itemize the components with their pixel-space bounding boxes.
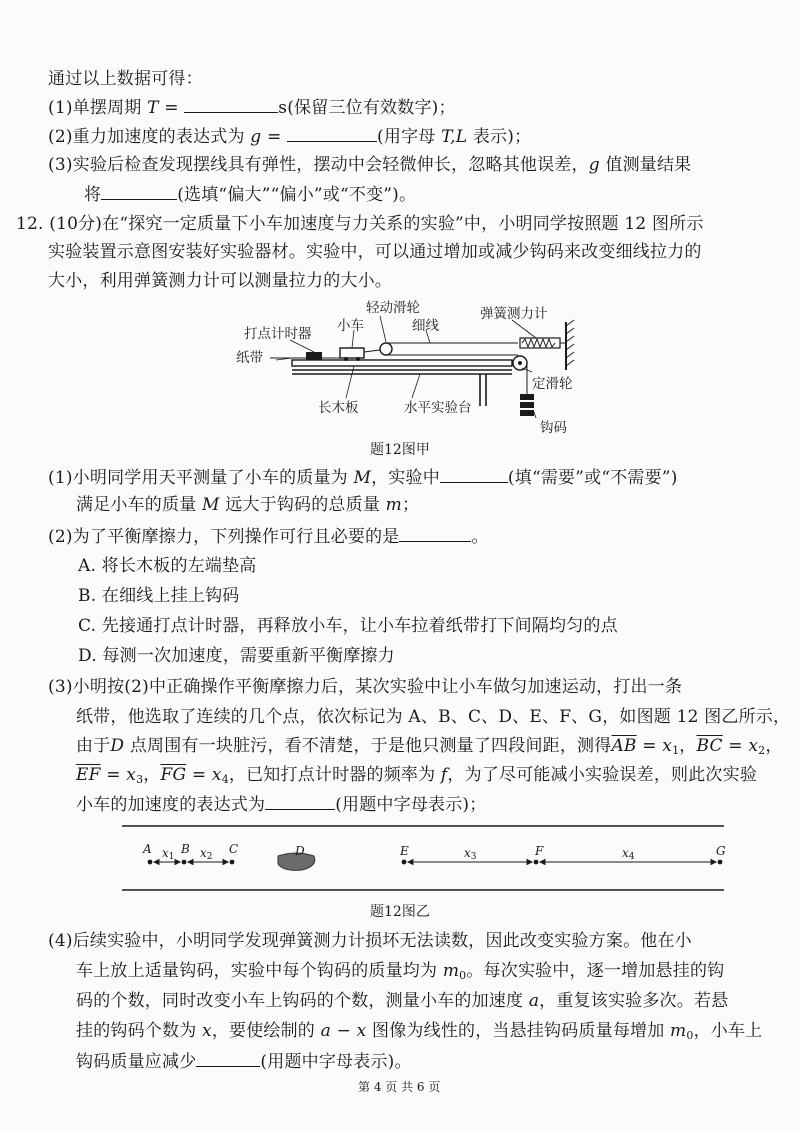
q3-text-d: (选填“偏大”“偏小”或“不变”)。: [177, 185, 417, 205]
s3-seg-BC: $\overline{BC}$: [696, 736, 723, 756]
seg-label-x2: [200, 846, 213, 864]
s3-comma-3: ，: [143, 765, 161, 785]
s3-eq-4: =: [186, 765, 212, 785]
point-label-G: G: [716, 844, 726, 858]
s4-text-l3b: ，重复该实验多次。若悬: [539, 991, 729, 1011]
s4-text-l4d: ，小车上: [693, 1021, 763, 1041]
label-spring-scale: 弹簧测力计: [480, 306, 548, 322]
label-tape: 纸带: [236, 350, 263, 366]
s4-line2: [76, 960, 724, 987]
s3-sub-3: 3: [136, 773, 144, 786]
s2-text: (2)为了平衡摩擦力，下列操作可行且必要的是: [48, 527, 400, 547]
dot-B: [182, 860, 187, 865]
s4-sub-0-2: 0: [686, 1029, 694, 1042]
s1-var-M: M: [353, 468, 372, 488]
s4-var-x2: x: [356, 1021, 367, 1041]
cart-body: [340, 348, 364, 358]
s2-line: [48, 525, 489, 548]
seg-x2-var: x: [200, 846, 207, 860]
seg-x4-sub: 4: [628, 852, 635, 862]
s1-text-b: ，实验中: [371, 468, 440, 488]
s1-text-a: (1)小明同学用天平测量了小车的质量为: [48, 468, 354, 488]
s4-text-l4a: 挂的钩码个数为: [76, 1021, 203, 1041]
point-label-F: F: [535, 844, 544, 858]
q11-part3-line2: [84, 183, 416, 206]
point-label-C: C: [229, 842, 239, 856]
s3-line3: [76, 735, 783, 762]
q3-text-c: 将: [84, 185, 102, 205]
q2-eq: =: [261, 127, 288, 147]
point-label-B: B: [181, 842, 190, 856]
q12-text-1: 12. (10分)在“探究一定质量下小车加速度与力关系的实验”中，小明同学按照题 12 图所示: [16, 214, 704, 234]
s4-text-l5a: 钩码质量应减少: [76, 1052, 197, 1072]
point-label-A: A: [143, 842, 152, 856]
dot-E: [402, 860, 407, 865]
s4-var-a2: a: [320, 1021, 331, 1041]
option-d: D. 每测一次加速度，需要重新平衡摩擦力: [78, 646, 395, 666]
s4-line4: [76, 1020, 762, 1047]
s3-var-f: f: [440, 765, 448, 785]
label-fixed-pulley: 定滑轮: [532, 376, 573, 392]
q12-line2: [48, 241, 702, 263]
s3-sub-2: 2: [758, 744, 766, 757]
seg-label-x4: [622, 846, 635, 864]
q11-part2-line: [48, 125, 531, 148]
option-c: C. 先接通打点计时器，再释放小车，让小车拉着纸带打下间隔均匀的点: [78, 616, 618, 636]
s4-var-m0: m: [442, 961, 460, 981]
s3-text-l5b: (用题中字母表示)；: [335, 795, 487, 815]
spring-coil: [522, 339, 555, 347]
s1-var-m: m: [385, 495, 402, 515]
point-label-E: E: [400, 844, 409, 858]
q2-var-g: g: [250, 127, 262, 147]
label-weights: 钩码: [540, 420, 567, 436]
seg-x4-var: x: [622, 846, 629, 860]
label-timer: 打点计时器: [244, 326, 312, 342]
s3-comma-2: ，: [765, 736, 783, 756]
dot-C: [230, 860, 235, 865]
s3-eq-3: =: [100, 765, 127, 785]
s1-text-d: 满足小车的质量: [76, 495, 203, 515]
s4-text-l5b: (用题中字母表示)。: [260, 1052, 412, 1072]
s4-var-a: a: [528, 991, 540, 1011]
s3-text-l5a: 小车的加速度的表达式为: [76, 795, 266, 815]
q3-text: (3)实验后检查发现摆线具有弹性，摆动中会轻微伸长，忽略其他误差，: [48, 155, 589, 175]
s1-line2: [76, 494, 419, 516]
figure-a-caption: 题12图甲: [370, 442, 430, 458]
q2-text-mid: (用字母: [377, 127, 442, 147]
s3-eq-2: =: [722, 736, 749, 756]
figure-b-caption: 题12图乙: [370, 904, 430, 920]
q3-var-g: g: [588, 155, 600, 175]
dot-G: [718, 860, 723, 865]
s3-text-a: 由于: [76, 736, 111, 756]
label-light-pulley: 轻动滑轮: [366, 300, 420, 316]
timer-block: [306, 352, 322, 360]
s3-seg-EF: $\overline{EF}$: [76, 765, 101, 785]
s3-text-l4b: ，已知打点计时器的频率为: [228, 765, 441, 785]
s3-text-l4c: ，为了尽可能减小实验误差，则此次实验: [447, 765, 758, 785]
s4-var-x: x: [202, 1021, 212, 1041]
q2-answer-blank[interactable]: [287, 125, 377, 142]
q11-part3-line: [48, 154, 691, 176]
cart-wheel-2: [356, 357, 360, 361]
s3-line5: [76, 793, 486, 816]
seg-label-x1: [162, 846, 175, 864]
s3-seg-FG: $\overline{FG}$: [160, 765, 187, 785]
q1-var-T: T: [147, 98, 159, 118]
q3-text-b: 值测量结果: [599, 155, 692, 175]
s3-eq-1: =: [636, 736, 663, 756]
seg-label-x3: [464, 846, 477, 864]
s1-text-f: ；: [401, 495, 420, 515]
s3-var-D: D: [110, 736, 125, 756]
s4-dash: −: [330, 1021, 357, 1041]
long-board: [292, 360, 512, 366]
weight-1: [520, 394, 534, 400]
s3-line1: (3)小明按(2)中正确操作平衡摩擦力后，某次实验中让小车做匀加速运动，打出一条: [48, 677, 683, 697]
q1-text: (1)单摆周期: [48, 98, 148, 118]
q2-text: (2)重力加速度的表达式为: [48, 127, 251, 147]
cart-link: [364, 350, 380, 352]
s2-answer-blank[interactable]: [399, 525, 471, 542]
s4-var-m0-2: m: [670, 1021, 687, 1041]
s4-line5: [76, 1050, 412, 1073]
s4-line3: [76, 990, 728, 1012]
cart-wheel: [344, 357, 348, 361]
s1-text-c: (填“需要”或“不需要”): [507, 468, 678, 488]
label-table: 水平实验台: [404, 400, 472, 416]
point-label-D: D: [295, 844, 305, 858]
s4-text-l4c: 图像为线性的，当悬挂钩码质量每增加: [366, 1021, 671, 1041]
q2-text-end: 表示)；: [467, 127, 532, 147]
seg-x1-sub: 1: [168, 852, 175, 862]
q1-eq: =: [158, 98, 185, 118]
dot-F: [534, 860, 539, 865]
s4-text-l2b: 。每次实验中，逐一增加悬挂的钩: [466, 961, 725, 981]
wall-hatch: [566, 320, 574, 366]
movable-pulley: [380, 343, 392, 355]
s3-var-x3: x: [126, 765, 137, 785]
s3-sub-4: 4: [221, 773, 229, 786]
s3-text-b: 点周围有一块脏污，看不清楚，于是他只测量了四段间距，测得: [124, 736, 612, 756]
s3-line4: [76, 764, 757, 791]
s4-answer-blank[interactable]: [196, 1050, 260, 1067]
s4-sub-0: 0: [459, 969, 467, 982]
seg-x1-var: x: [162, 846, 169, 860]
q2-var-TL: T,L: [441, 127, 468, 147]
q12-line1: [16, 213, 704, 235]
fixed-pulley-axle: [518, 361, 522, 365]
label-board: 长木板: [318, 400, 359, 416]
s3-sub-1: 1: [672, 744, 680, 757]
weight-2: [520, 402, 534, 408]
s1-var-M2: M: [202, 495, 220, 515]
q11-part1-line: [48, 96, 456, 119]
label-string: 细线: [412, 318, 439, 334]
q12-text-3: 大小，利用弹簧测力计可以测量拉力的大小。: [48, 271, 392, 291]
seg-x3-sub: 3: [470, 852, 477, 862]
s1-answer-blank[interactable]: [440, 466, 508, 483]
seg-x3-var: x: [464, 846, 471, 860]
q1-text-end: s(保留三位有效数字)；: [278, 98, 456, 118]
page-number-footer: 第 4 页 共 6 页: [358, 1080, 441, 1094]
s3-var-x2: x: [748, 736, 759, 756]
option-a: A. 将长木板的左端垫高: [78, 556, 257, 576]
label-cart: 小车: [337, 318, 364, 334]
s3-comma-1: ，: [679, 736, 697, 756]
seg-x2-sub: 2: [206, 852, 213, 862]
s4-text-l4b: ，要使绘制的: [211, 1021, 321, 1041]
q12-line3: [48, 270, 392, 292]
s2-text-end: 。: [471, 527, 489, 547]
q12-text-2: 实验装置示意图安装好实验器材。实验中，可以通过增加或减少钩码来改变细线拉力的: [48, 242, 702, 262]
s3-answer-blank[interactable]: [265, 793, 335, 810]
weight-3: [520, 410, 534, 416]
intro-line: [48, 68, 203, 90]
s4-line1: (4)后续实验中，小明同学发现弹簧测力计损坏无法读数，因此改变实验方案。他在小: [48, 931, 692, 951]
intro-text: 通过以上数据可得：: [48, 69, 203, 89]
option-b: B. 在细线上挂上钩码: [78, 586, 240, 606]
s4-text-l3a: 码的个数，同时改变小车上钩码的个数，测量小车的加速度: [76, 991, 529, 1011]
s3-seg-AB: $\overline{AB}$: [611, 736, 637, 756]
s3-line2: 纸带，他选取了连续的几个点，依次标记为 A、B、C、D、E、F、G，如图题 12 图乙所示，: [76, 707, 791, 727]
s1-line1: [48, 466, 678, 489]
s3-var-x4: x: [211, 765, 222, 785]
s1-text-e: 远大于钩码的总质量: [219, 495, 386, 515]
s3-var-x1: x: [662, 736, 673, 756]
s4-text-l2a: 车上放上适量钩码，实验中每个钩码的质量均为: [76, 961, 443, 981]
q1-answer-blank[interactable]: [184, 96, 278, 113]
q3-answer-blank[interactable]: [101, 183, 177, 200]
dot-A: [148, 860, 153, 865]
